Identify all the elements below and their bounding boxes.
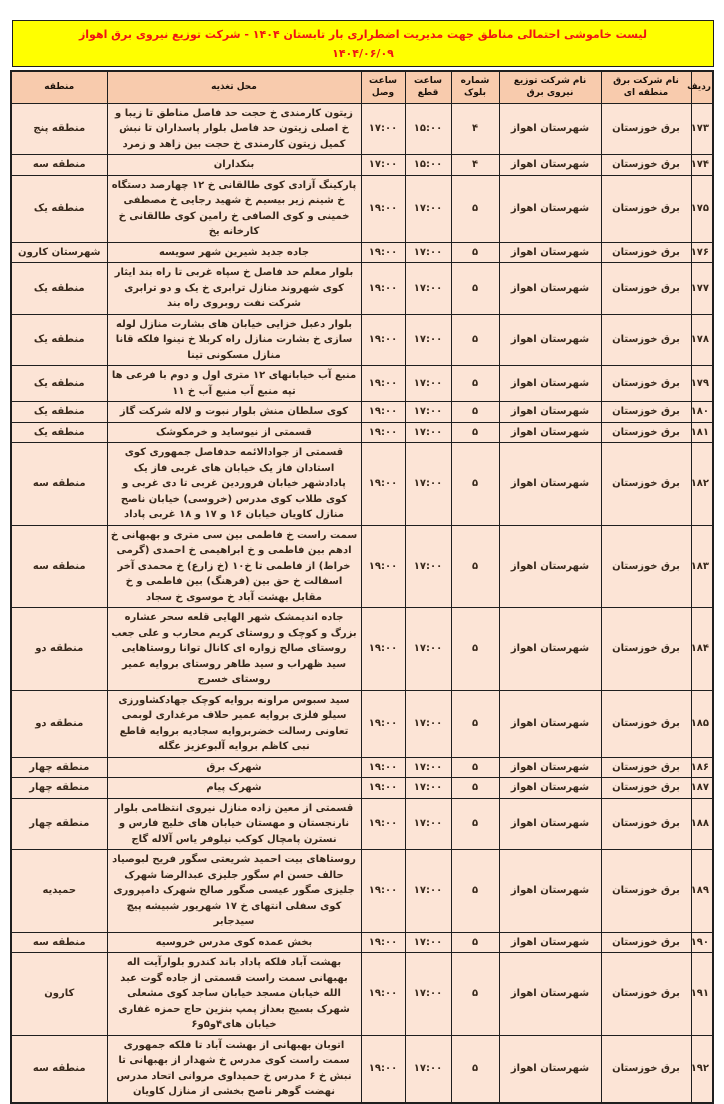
document-title [12,20,714,67]
cell-feed_location: شهرک پیام [107,778,361,799]
table-row [11,1035,713,1103]
cell-district: منطقه سه [11,525,107,608]
table-row [11,932,713,953]
cell-radif: ۱۸۲ [691,443,713,526]
header-restore_time: ساعت وصل [361,71,405,103]
header-radif: ردیف [691,71,713,103]
cell-radif: ۱۷۶ [691,242,713,263]
cell-regional_co: برق خوزستان [601,314,691,366]
table-row [11,314,713,366]
cell-regional_co: برق خوزستان [601,242,691,263]
cell-cut_time: ۱۷:۰۰ [405,778,451,799]
cell-cut_time: ۱۷:۰۰ [405,850,451,933]
cell-distribution_co: شهرستان اهواز [499,402,601,423]
cell-radif: ۱۸۸ [691,798,713,850]
cell-feed_location: بهشت آباد فلکه پاداد باند کندرو بلوارآیت اله بهبهانی سمت راست قسمتی از جاده گوت عبد الله خیابان مسجد خیابان ساجد کوی مشعلی شهرک بسیج بعداز پمپ بنزین حاج حمزه غفاری خیابان های۴و۵و۶ [107,953,361,1036]
cell-radif: ۱۹۱ [691,953,713,1036]
cell-feed_location: سمت راست خ فاطمی بین سی متری و بهبهانی خ ادهم بین فاطمی و خ ابراهیمی خ احمدی (گرمی خراط) از فاطمی تا خ۱۰ (خ زارع) خ محمدی آخر اسفالت خ حق بین (فرهنگ) بین فاطمی و خ مقابل بهشت آباد خ موسوی خ سجاد [107,525,361,608]
title-date: ۱۴۰۴/۰۶/۰۹ [332,46,394,60]
table-row [11,402,713,423]
table-row [11,103,713,155]
cell-regional_co: برق خوزستان [601,525,691,608]
cell-restore_time: ۱۷:۰۰ [361,155,405,176]
cell-radif: ۱۸۰ [691,402,713,423]
cell-cut_time: ۱۷:۰۰ [405,932,451,953]
cell-cut_time: ۱۷:۰۰ [405,1035,451,1103]
cell-restore_time: ۱۹:۰۰ [361,757,405,778]
cell-distribution_co: شهرستان اهواز [499,1035,601,1103]
cell-district: شهرستان کارون [11,242,107,263]
cell-district: منطقه یک [11,402,107,423]
table-header [11,71,713,103]
cell-distribution_co: شهرستان اهواز [499,263,601,315]
cell-radif: ۱۷۹ [691,366,713,402]
cell-regional_co: برق خوزستان [601,932,691,953]
cell-cut_time: ۱۵:۰۰ [405,103,451,155]
cell-restore_time: ۱۹:۰۰ [361,690,405,757]
cell-block_no: ۵ [451,443,499,526]
cell-cut_time: ۱۷:۰۰ [405,366,451,402]
cell-restore_time: ۱۹:۰۰ [361,263,405,315]
cell-district: منطقه سه [11,932,107,953]
cell-district: منطقه یک [11,175,107,242]
cell-radif: ۱۸۵ [691,690,713,757]
cell-feed_location: سید سبوس مراونه بروایه کوچک جهادکشاورزی سیلو فلزی بروایه عمیر حلاف مرغداری لوبمی تعاونی رسالت خضربروایه سجادیه بروایه قاطع نبی کاظم بروایه آلبوعزیز عگله [107,690,361,757]
cell-feed_location: شهرک برق [107,757,361,778]
cell-block_no: ۴ [451,155,499,176]
cell-district: منطقه سه [11,1035,107,1103]
cell-radif: ۱۷۴ [691,155,713,176]
cell-regional_co: برق خوزستان [601,608,691,691]
cell-feed_location: بلوار دعبل خزایی خیابان های بشارت منازل لوله سازی خ بشارت منازل راه کربلا خ نینوا فلکه قانا منازل مسکونی تینا [107,314,361,366]
cell-district: منطقه دو [11,608,107,691]
header-row [11,71,713,103]
cell-regional_co: برق خوزستان [601,155,691,176]
cell-block_no: ۴ [451,103,499,155]
cell-block_no: ۵ [451,366,499,402]
cell-radif: ۱۸۳ [691,525,713,608]
header-regional_co: نام شرکت برق منطقه ای [601,71,691,103]
cell-distribution_co: شهرستان اهواز [499,314,601,366]
cell-block_no: ۵ [451,932,499,953]
cell-restore_time: ۱۹:۰۰ [361,314,405,366]
cell-restore_time: ۱۹:۰۰ [361,932,405,953]
cell-regional_co: برق خوزستان [601,366,691,402]
cell-restore_time: ۱۹:۰۰ [361,850,405,933]
cell-distribution_co: شهرستان اهواز [499,155,601,176]
cell-cut_time: ۱۷:۰۰ [405,175,451,242]
cell-distribution_co: شهرستان اهواز [499,422,601,443]
cell-district: منطقه سه [11,155,107,176]
cell-radif: ۱۸۷ [691,778,713,799]
cell-feed_location: جاده اندیمشک شهر الهایی قلعه سحر عشاره بزرگ و کوچک و روستای کریم محارب و علی جعب روستای صالح زواره ای کانال توانا روستاهایی سید ظهراب و سید طاهر روستای بروایه عمیر روستای خسرج [107,608,361,691]
cell-distribution_co: شهرستان اهواز [499,850,601,933]
cell-block_no: ۵ [451,175,499,242]
cell-regional_co: برق خوزستان [601,263,691,315]
table-row [11,850,713,933]
cell-district: حمیدیه [11,850,107,933]
cell-restore_time: ۱۹:۰۰ [361,443,405,526]
cell-feed_location: قسمتی از جوادالائمه حدفاصل جمهوری کوی استادان فاز یک خیابان های غربی فاز یک پادادشهر خیابان فروردین غربی تا دی غربی و کوی طلاب کوی مدرس (خروسی) خیابان ناصح منازل کاویان خیابان ۱۶ و ۱۷ و ۱۸ غربی پاداد [107,443,361,526]
table-row [11,757,713,778]
cell-feed_location: قسمتی از نیوساید و خرمکوشک [107,422,361,443]
cell-feed_location: منبع آب خیابانهای ۱۲ متری اول و دوم با فرعی ها تپه منبع آب منبع آب خ ۱۱ [107,366,361,402]
table-row [11,242,713,263]
cell-restore_time: ۱۹:۰۰ [361,953,405,1036]
cell-district: منطقه یک [11,422,107,443]
cell-regional_co: برق خوزستان [601,850,691,933]
table-row [11,263,713,315]
cell-feed_location: بخش عمده کوی مدرس خروسیه [107,932,361,953]
table-row [11,443,713,526]
table-row [11,798,713,850]
cell-restore_time: ۱۹:۰۰ [361,525,405,608]
cell-block_no: ۵ [451,850,499,933]
cell-restore_time: ۱۹:۰۰ [361,1035,405,1103]
cell-block_no: ۵ [451,242,499,263]
cell-restore_time: ۱۹:۰۰ [361,402,405,423]
cell-cut_time: ۱۵:۰۰ [405,155,451,176]
cell-radif: ۱۷۵ [691,175,713,242]
header-cut_time: ساعت قطع [405,71,451,103]
cell-distribution_co: شهرستان اهواز [499,690,601,757]
header-feed_location: محل تغذیه [107,71,361,103]
table-row [11,155,713,176]
cell-block_no: ۵ [451,314,499,366]
cell-distribution_co: شهرستان اهواز [499,242,601,263]
cell-radif: ۱۷۸ [691,314,713,366]
title-text: لیست خاموشی احتمالی مناطق جهت مدیریت اضطراری بار تابستان ۱۴۰۴ - شرکت توزیع نیروی برق اهواز [78,28,648,41]
cell-block_no: ۵ [451,1035,499,1103]
table-row [11,422,713,443]
cell-distribution_co: شهرستان اهواز [499,366,601,402]
cell-feed_location: پارکینگ آزادی کوی طالقانی خ ۱۲ چهارصد دستگاه خ شینم زیر بیسیم خ شهید رجایی خ مصطفی خمینی و کوی الصافی خ رامین کوی طالقانی خ کارخانه یخ [107,175,361,242]
header-block_no: شماره بلوک [451,71,499,103]
cell-radif: ۱۹۲ [691,1035,713,1103]
cell-restore_time: ۱۹:۰۰ [361,798,405,850]
cell-regional_co: برق خوزستان [601,103,691,155]
cell-block_no: ۵ [451,798,499,850]
cell-distribution_co: شهرستان اهواز [499,778,601,799]
cell-district: منطقه چهار [11,778,107,799]
cell-restore_time: ۱۹:۰۰ [361,608,405,691]
cell-cut_time: ۱۷:۰۰ [405,525,451,608]
cell-cut_time: ۱۷:۰۰ [405,242,451,263]
table-row [11,525,713,608]
cell-restore_time: ۱۹:۰۰ [361,242,405,263]
cell-restore_time: ۱۹:۰۰ [361,366,405,402]
cell-block_no: ۵ [451,402,499,423]
cell-regional_co: برق خوزستان [601,778,691,799]
cell-cut_time: ۱۷:۰۰ [405,263,451,315]
cell-distribution_co: شهرستان اهواز [499,443,601,526]
cell-distribution_co: شهرستان اهواز [499,932,601,953]
cell-block_no: ۵ [451,953,499,1036]
cell-restore_time: ۱۹:۰۰ [361,422,405,443]
cell-regional_co: برق خوزستان [601,798,691,850]
cell-block_no: ۵ [451,778,499,799]
cell-distribution_co: شهرستان اهواز [499,525,601,608]
cell-block_no: ۵ [451,263,499,315]
cell-distribution_co: شهرستان اهواز [499,757,601,778]
cell-cut_time: ۱۷:۰۰ [405,953,451,1036]
cell-district: منطقه یک [11,263,107,315]
cell-block_no: ۵ [451,690,499,757]
cell-distribution_co: شهرستان اهواز [499,953,601,1036]
table-row [11,366,713,402]
cell-regional_co: برق خوزستان [601,690,691,757]
cell-distribution_co: شهرستان اهواز [499,798,601,850]
table-body [11,103,713,1103]
table-row [11,953,713,1036]
cell-block_no: ۵ [451,757,499,778]
cell-cut_time: ۱۷:۰۰ [405,422,451,443]
cell-feed_location: روستاهای بیت احمید شریعتی سگور فریح لبوصیاد حالف حسن ام سگور جلیزی عبدالرضا شهرک جلیزی صگور عیسی صگور صالح شهرک دامپروری کوی سفلی انتهای خ ۱۷ شهریور شبیشه پیچ سیدجابر [107,850,361,933]
cell-block_no: ۵ [451,608,499,691]
cell-district: منطقه دو [11,690,107,757]
cell-district: منطقه سه [11,443,107,526]
cell-feed_location: بلوار معلم حد فاصل خ سپاه غربی تا راه بند ایثار کوی شهروند منازل ترابری خ یک و دو ترابری شرکت نفت روبروی راه بند [107,263,361,315]
cell-feed_location: اتوبان بهبهانی از بهشت آباد تا فلکه جمهوری سمت راست کوی مدرس خ شهدار از بهبهانی تا نبش خ ۶ مدرس خ حمیداوی مروانی اتحاد مدرس نهضت گوهر ناصح بخشی از منازل کاویان [107,1035,361,1103]
cell-district: منطقه یک [11,366,107,402]
cell-cut_time: ۱۷:۰۰ [405,757,451,778]
cell-block_no: ۵ [451,422,499,443]
table-row [11,608,713,691]
cell-restore_time: ۱۹:۰۰ [361,175,405,242]
cell-cut_time: ۱۷:۰۰ [405,690,451,757]
cell-cut_time: ۱۷:۰۰ [405,443,451,526]
cell-regional_co: برق خوزستان [601,1035,691,1103]
cell-cut_time: ۱۷:۰۰ [405,798,451,850]
cell-feed_location: جاده جدید شیرین شهر سویسه [107,242,361,263]
cell-distribution_co: شهرستان اهواز [499,175,601,242]
cell-feed_location: قسمتی از معین زاده منازل نیروی انتظامی بلوار نارنجستان و مهستان خیابان های خلیج فارس و نسترن پامچال کوکب نیلوفر یاس آلاله گاج [107,798,361,850]
cell-cut_time: ۱۷:۰۰ [405,402,451,423]
cell-regional_co: برق خوزستان [601,175,691,242]
table-row [11,778,713,799]
cell-feed_location: بنکداران [107,155,361,176]
cell-regional_co: برق خوزستان [601,953,691,1036]
cell-regional_co: برق خوزستان [601,757,691,778]
cell-regional_co: برق خوزستان [601,443,691,526]
document-page [12,20,714,1104]
table-row [11,690,713,757]
table-row [11,175,713,242]
cell-radif: ۱۸۴ [691,608,713,691]
cell-district: منطقه چهار [11,798,107,850]
cell-radif: ۱۸۹ [691,850,713,933]
outage-table [10,70,714,1104]
cell-restore_time: ۱۷:۰۰ [361,103,405,155]
cell-feed_location: زیتون کارمندی خ حجت حد فاصل مناطق تا زیبا و خ اصلی زیتون حد فاصل بلوار پاسداران تا نبش کمیل زیتون کارمندی خ حجت بین زاهد و زمرد [107,103,361,155]
cell-block_no: ۵ [451,525,499,608]
cell-distribution_co: شهرستان اهواز [499,103,601,155]
cell-regional_co: برق خوزستان [601,402,691,423]
cell-cut_time: ۱۷:۰۰ [405,608,451,691]
cell-radif: ۱۷۳ [691,103,713,155]
cell-distribution_co: شهرستان اهواز [499,608,601,691]
cell-radif: ۱۸۶ [691,757,713,778]
cell-radif: ۱۷۷ [691,263,713,315]
cell-district: منطقه چهار [11,757,107,778]
cell-district: منطقه پنج [11,103,107,155]
header-district: منطقه [11,71,107,103]
cell-radif: ۱۸۱ [691,422,713,443]
header-distribution_co: نام شرکت توزیع نیروی برق [499,71,601,103]
cell-radif: ۱۹۰ [691,932,713,953]
cell-restore_time: ۱۹:۰۰ [361,778,405,799]
cell-district: کارون [11,953,107,1036]
cell-cut_time: ۱۷:۰۰ [405,314,451,366]
cell-feed_location: کوی سلطان منش بلوار نبوت و لاله شرکت گاز [107,402,361,423]
cell-district: منطقه یک [11,314,107,366]
cell-regional_co: برق خوزستان [601,422,691,443]
